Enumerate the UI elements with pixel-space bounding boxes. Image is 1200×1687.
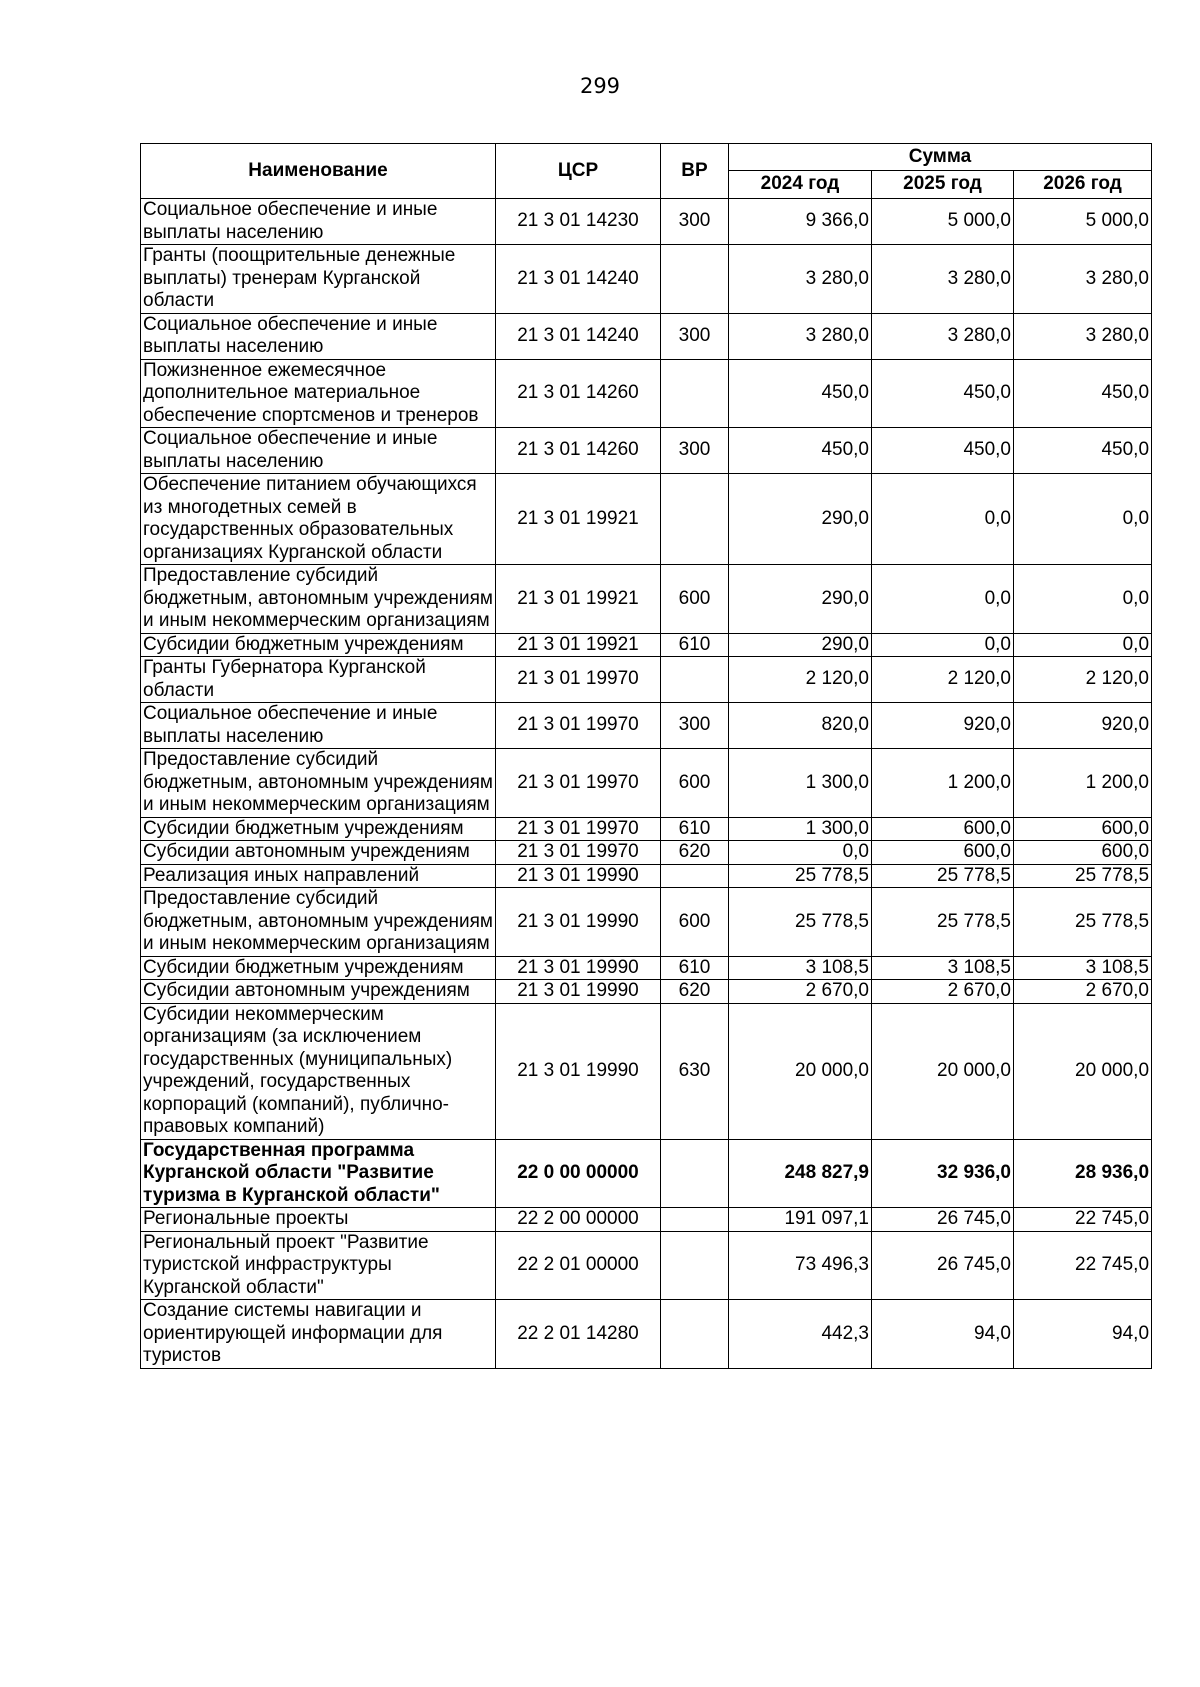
table-row <box>141 428 1152 474</box>
table-row <box>141 565 1152 634</box>
budget-table <box>140 143 1152 1369</box>
cell-v2025: 25 778,5 <box>872 888 1014 957</box>
cell-code: 21 3 01 19921 <box>496 633 661 657</box>
cell-name: Создание системы навигации и ориентирующей информации для туристов <box>141 1300 496 1369</box>
table-row <box>141 245 1152 314</box>
cell-v2025: 450,0 <box>872 359 1014 428</box>
cell-v2026: 2 120,0 <box>1014 657 1152 703</box>
cell-name: Реализация иных направлений <box>141 864 496 888</box>
table-row <box>141 1231 1152 1300</box>
cell-vr: 630 <box>661 1003 729 1139</box>
cell-v2026: 600,0 <box>1014 817 1152 841</box>
cell-name: Предоставление субсидий бюджетным, автономным учреждениям и иным некоммерческим организациям <box>141 749 496 818</box>
cell-vr: 300 <box>661 703 729 749</box>
cell-vr: 600 <box>661 565 729 634</box>
cell-v2025: 920,0 <box>872 703 1014 749</box>
cell-name: Региональный проект "Развитие туристской инфраструктуры Курганской области" <box>141 1231 496 1300</box>
cell-name: Региональные проекты <box>141 1208 496 1232</box>
cell-v2024: 73 496,3 <box>729 1231 872 1300</box>
cell-code: 21 3 01 19970 <box>496 703 661 749</box>
cell-v2026: 3 280,0 <box>1014 245 1152 314</box>
cell-v2024: 442,3 <box>729 1300 872 1369</box>
cell-vr <box>661 359 729 428</box>
cell-name: Социальное обеспечение и иные выплаты населению <box>141 428 496 474</box>
cell-v2026: 3 280,0 <box>1014 313 1152 359</box>
cell-v2025: 3 108,5 <box>872 956 1014 980</box>
cell-vr <box>661 864 729 888</box>
cell-code: 21 3 01 14240 <box>496 313 661 359</box>
cell-v2025: 0,0 <box>872 474 1014 565</box>
cell-v2026: 22 745,0 <box>1014 1231 1152 1300</box>
cell-name: Предоставление субсидий бюджетным, автономным учреждениям и иным некоммерческим организациям <box>141 565 496 634</box>
cell-v2025: 94,0 <box>872 1300 1014 1369</box>
cell-vr <box>661 1139 729 1208</box>
page-number: 299 <box>579 74 621 98</box>
cell-v2024: 2 120,0 <box>729 657 872 703</box>
cell-v2026: 920,0 <box>1014 703 1152 749</box>
cell-name: Обеспечение питанием обучающихся из многодетных семей в государственных образовательных организациях Курганской области <box>141 474 496 565</box>
cell-v2025: 26 745,0 <box>872 1231 1014 1300</box>
table-row <box>141 1300 1152 1369</box>
header-vr: ВР <box>661 144 729 199</box>
cell-name: Субсидии некоммерческим организациям (за исключением государственных (муниципальных) учреждений, государственных корпораций (компаний), публично-правовых компаний) <box>141 1003 496 1139</box>
cell-code: 21 3 01 19921 <box>496 474 661 565</box>
table-row <box>141 313 1152 359</box>
cell-v2026: 28 936,0 <box>1014 1139 1152 1208</box>
cell-name: Субсидии бюджетным учреждениям <box>141 633 496 657</box>
cell-name: Гранты Губернатора Курганской области <box>141 657 496 703</box>
cell-code: 21 3 01 14260 <box>496 359 661 428</box>
cell-v2025: 5 000,0 <box>872 199 1014 245</box>
cell-code: 22 0 00 00000 <box>496 1139 661 1208</box>
cell-vr: 610 <box>661 633 729 657</box>
cell-vr <box>661 1300 729 1369</box>
table-row <box>141 980 1152 1004</box>
table-row <box>141 1208 1152 1232</box>
header-2025: 2025 год <box>872 171 1014 199</box>
table-row <box>141 888 1152 957</box>
cell-v2024: 1 300,0 <box>729 749 872 818</box>
cell-v2024: 191 097,1 <box>729 1208 872 1232</box>
cell-v2026: 0,0 <box>1014 633 1152 657</box>
cell-code: 21 3 01 14230 <box>496 199 661 245</box>
cell-v2026: 450,0 <box>1014 359 1152 428</box>
cell-v2025: 20 000,0 <box>872 1003 1014 1139</box>
cell-v2026: 2 670,0 <box>1014 980 1152 1004</box>
cell-v2026: 1 200,0 <box>1014 749 1152 818</box>
cell-v2024: 290,0 <box>729 633 872 657</box>
cell-code: 21 3 01 19990 <box>496 956 661 980</box>
cell-name: Социальное обеспечение и иные выплаты населению <box>141 199 496 245</box>
table-row <box>141 199 1152 245</box>
cell-v2026: 20 000,0 <box>1014 1003 1152 1139</box>
cell-vr <box>661 474 729 565</box>
cell-v2024: 3 280,0 <box>729 245 872 314</box>
cell-name: Субсидии бюджетным учреждениям <box>141 956 496 980</box>
cell-vr: 610 <box>661 956 729 980</box>
table-row <box>141 359 1152 428</box>
cell-name: Субсидии автономным учреждениям <box>141 841 496 865</box>
cell-name: Социальное обеспечение и иные выплаты населению <box>141 313 496 359</box>
cell-v2024: 820,0 <box>729 703 872 749</box>
cell-code: 21 3 01 19970 <box>496 817 661 841</box>
table-row <box>141 841 1152 865</box>
header-2026: 2026 год <box>1014 171 1152 199</box>
cell-v2024: 290,0 <box>729 565 872 634</box>
cell-v2025: 600,0 <box>872 817 1014 841</box>
cell-v2024: 25 778,5 <box>729 888 872 957</box>
cell-vr: 620 <box>661 841 729 865</box>
cell-name: Пожизненное ежемесячное дополнительное материальное обеспечение спортсменов и тренеров <box>141 359 496 428</box>
table-row <box>141 474 1152 565</box>
table-row <box>141 749 1152 818</box>
cell-name: Субсидии автономным учреждениям <box>141 980 496 1004</box>
cell-v2024: 1 300,0 <box>729 817 872 841</box>
cell-vr <box>661 1231 729 1300</box>
cell-v2025: 32 936,0 <box>872 1139 1014 1208</box>
cell-vr: 300 <box>661 199 729 245</box>
table-row <box>141 864 1152 888</box>
cell-v2026: 450,0 <box>1014 428 1152 474</box>
cell-code: 21 3 01 19990 <box>496 980 661 1004</box>
cell-vr: 300 <box>661 428 729 474</box>
cell-code: 21 3 01 14260 <box>496 428 661 474</box>
cell-v2026: 25 778,5 <box>1014 864 1152 888</box>
table-row <box>141 633 1152 657</box>
header-2024: 2024 год <box>729 171 872 199</box>
cell-v2026: 5 000,0 <box>1014 199 1152 245</box>
header-code: ЦСР <box>496 144 661 199</box>
cell-v2024: 3 280,0 <box>729 313 872 359</box>
cell-v2025: 0,0 <box>872 633 1014 657</box>
cell-v2024: 20 000,0 <box>729 1003 872 1139</box>
cell-code: 21 3 01 19990 <box>496 1003 661 1139</box>
cell-v2025: 3 280,0 <box>872 313 1014 359</box>
cell-name: Предоставление субсидий бюджетным, автономным учреждениям и иным некоммерческим организациям <box>141 888 496 957</box>
cell-name: Субсидии бюджетным учреждениям <box>141 817 496 841</box>
cell-code: 21 3 01 19990 <box>496 864 661 888</box>
cell-code: 21 3 01 19990 <box>496 888 661 957</box>
table-row <box>141 1139 1152 1208</box>
cell-code: 22 2 00 00000 <box>496 1208 661 1232</box>
table-row <box>141 956 1152 980</box>
cell-v2026: 0,0 <box>1014 474 1152 565</box>
table-row <box>141 657 1152 703</box>
cell-v2024: 290,0 <box>729 474 872 565</box>
table-row <box>141 1003 1152 1139</box>
cell-v2025: 0,0 <box>872 565 1014 634</box>
cell-vr: 620 <box>661 980 729 1004</box>
table-row <box>141 703 1152 749</box>
header-sum: Сумма <box>729 144 1152 171</box>
cell-v2026: 3 108,5 <box>1014 956 1152 980</box>
cell-v2026: 25 778,5 <box>1014 888 1152 957</box>
cell-v2024: 9 366,0 <box>729 199 872 245</box>
cell-v2026: 94,0 <box>1014 1300 1152 1369</box>
cell-v2025: 26 745,0 <box>872 1208 1014 1232</box>
cell-vr <box>661 1208 729 1232</box>
header-name: Наименование <box>141 144 496 199</box>
cell-vr <box>661 245 729 314</box>
cell-v2024: 2 670,0 <box>729 980 872 1004</box>
table-row <box>141 817 1152 841</box>
cell-vr: 600 <box>661 888 729 957</box>
cell-v2024: 25 778,5 <box>729 864 872 888</box>
cell-v2024: 450,0 <box>729 428 872 474</box>
cell-v2024: 0,0 <box>729 841 872 865</box>
cell-v2026: 0,0 <box>1014 565 1152 634</box>
cell-vr <box>661 657 729 703</box>
cell-v2025: 600,0 <box>872 841 1014 865</box>
cell-name: Гранты (поощрительные денежные выплаты) тренерам Курганской области <box>141 245 496 314</box>
cell-v2025: 1 200,0 <box>872 749 1014 818</box>
cell-name: Социальное обеспечение и иные выплаты населению <box>141 703 496 749</box>
cell-v2025: 2 670,0 <box>872 980 1014 1004</box>
cell-v2024: 450,0 <box>729 359 872 428</box>
cell-code: 22 2 01 14280 <box>496 1300 661 1369</box>
cell-vr: 600 <box>661 749 729 818</box>
cell-vr: 300 <box>661 313 729 359</box>
cell-v2024: 248 827,9 <box>729 1139 872 1208</box>
cell-code: 22 2 01 00000 <box>496 1231 661 1300</box>
cell-code: 21 3 01 19970 <box>496 841 661 865</box>
cell-v2025: 2 120,0 <box>872 657 1014 703</box>
cell-v2025: 3 280,0 <box>872 245 1014 314</box>
cell-v2025: 450,0 <box>872 428 1014 474</box>
cell-v2026: 22 745,0 <box>1014 1208 1152 1232</box>
cell-v2024: 3 108,5 <box>729 956 872 980</box>
cell-code: 21 3 01 19970 <box>496 749 661 818</box>
cell-code: 21 3 01 14240 <box>496 245 661 314</box>
cell-name: Государственная программа Курганской области "Развитие туризма в Курганской области" <box>141 1139 496 1208</box>
cell-v2025: 25 778,5 <box>872 864 1014 888</box>
cell-code: 21 3 01 19921 <box>496 565 661 634</box>
cell-v2026: 600,0 <box>1014 841 1152 865</box>
cell-code: 21 3 01 19970 <box>496 657 661 703</box>
cell-vr: 610 <box>661 817 729 841</box>
